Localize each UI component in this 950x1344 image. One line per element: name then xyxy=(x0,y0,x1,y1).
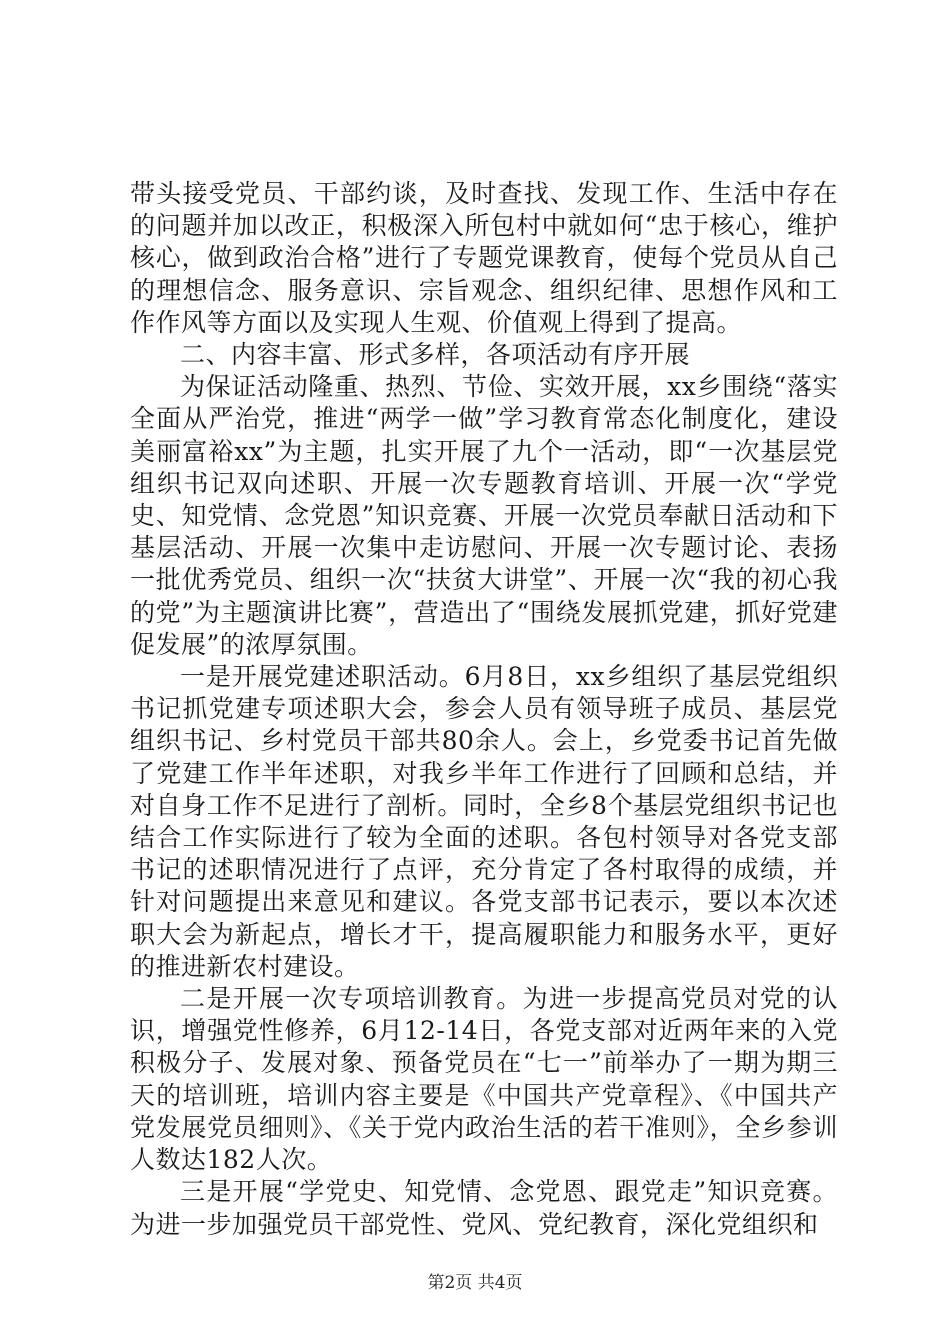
paragraph: 二是开展一次专项培训教育。为进一步提高党员对党的认识，增强党性修养，6月12-14日，各党支部对近两年来的入党积极分子、发展对象、预备党员在“七一”前举办了一期为期三天的培训班，培训内容主要是《中国共产党章程》、《中国共产党发展党员细则》、《关于党内政治生活的若干准则》，全乡参训人数达182人次。 xyxy=(130,984,838,1175)
paragraph: 为保证活动隆重、热烈、节俭、实效开展，xx乡围绕“落实全面从严治党，推进“两学一做”学习教育常态化制度化，建设美丽富裕xx”为主题，扎实开展了九个一活动，即“一次基层党组织书记双向述职、开展一次专题教育培训、开展一次“学党史、知党情、念党恩”知识竞赛、开展一次党员奉献日活动和下基层活动、开展一次集中走访慰问、开展一次专题讨论、表扬一批优秀党员、组织一次“扶贫大讲堂”、开展一次“我的初心我的党”为主题演讲比赛”，营造出了“围绕发展抓党建，抓好党建促发展”的浓厚氛围。 xyxy=(130,372,838,659)
paragraph: 一是开展党建述职活动。6月8日，xx乡组织了基层党组织书记抓党建专项述职大会，参会人员有领导班子成员、基层党组织书记、乡村党员干部共80余人。会上，乡党委书记首先做了党建工作半年述职，对我乡半年工作进行了回顾和总结，并对自身工作不足进行了剖析。同时，全乡8个基层党组织书记也结合工作实际进行了较为全面的述职。各包村领导对各党支部书记的述职情况进行了点评，充分肯定了各村取得的成绩，并针对问题提出来意见和建议。各党支部书记表示，要以本次述职大会为新起点，增长才干，提高履职能力和服务水平，更好的推进新农村建设。 xyxy=(130,662,838,981)
section-heading: 二、内容丰富、形式多样，各项活动有序开展 xyxy=(180,340,691,370)
paragraph-continuation: 带头接受党员、干部约谈，及时查找、发现工作、生活中存在的问题并加以改正，积极深入所包村中就如何“忠于核心，维护核心，做到政治合格”进行了专题党课教育，使每个党员从自己的理想信念、服务意识、宗旨观念、组织纪律、思想作风和工作作风等方面以及实现人生观、价值观上得到了提高。 xyxy=(130,179,838,337)
document-body xyxy=(130,178,838,1241)
page-footer: 第2页 共4页 xyxy=(427,1273,523,1293)
paragraph: 三是开展“学党史、知党情、念党恩、跟党走”知识竞赛。为进一步加强党员干部党性、党风、党纪教育，深化党组织和 xyxy=(130,1177,838,1239)
